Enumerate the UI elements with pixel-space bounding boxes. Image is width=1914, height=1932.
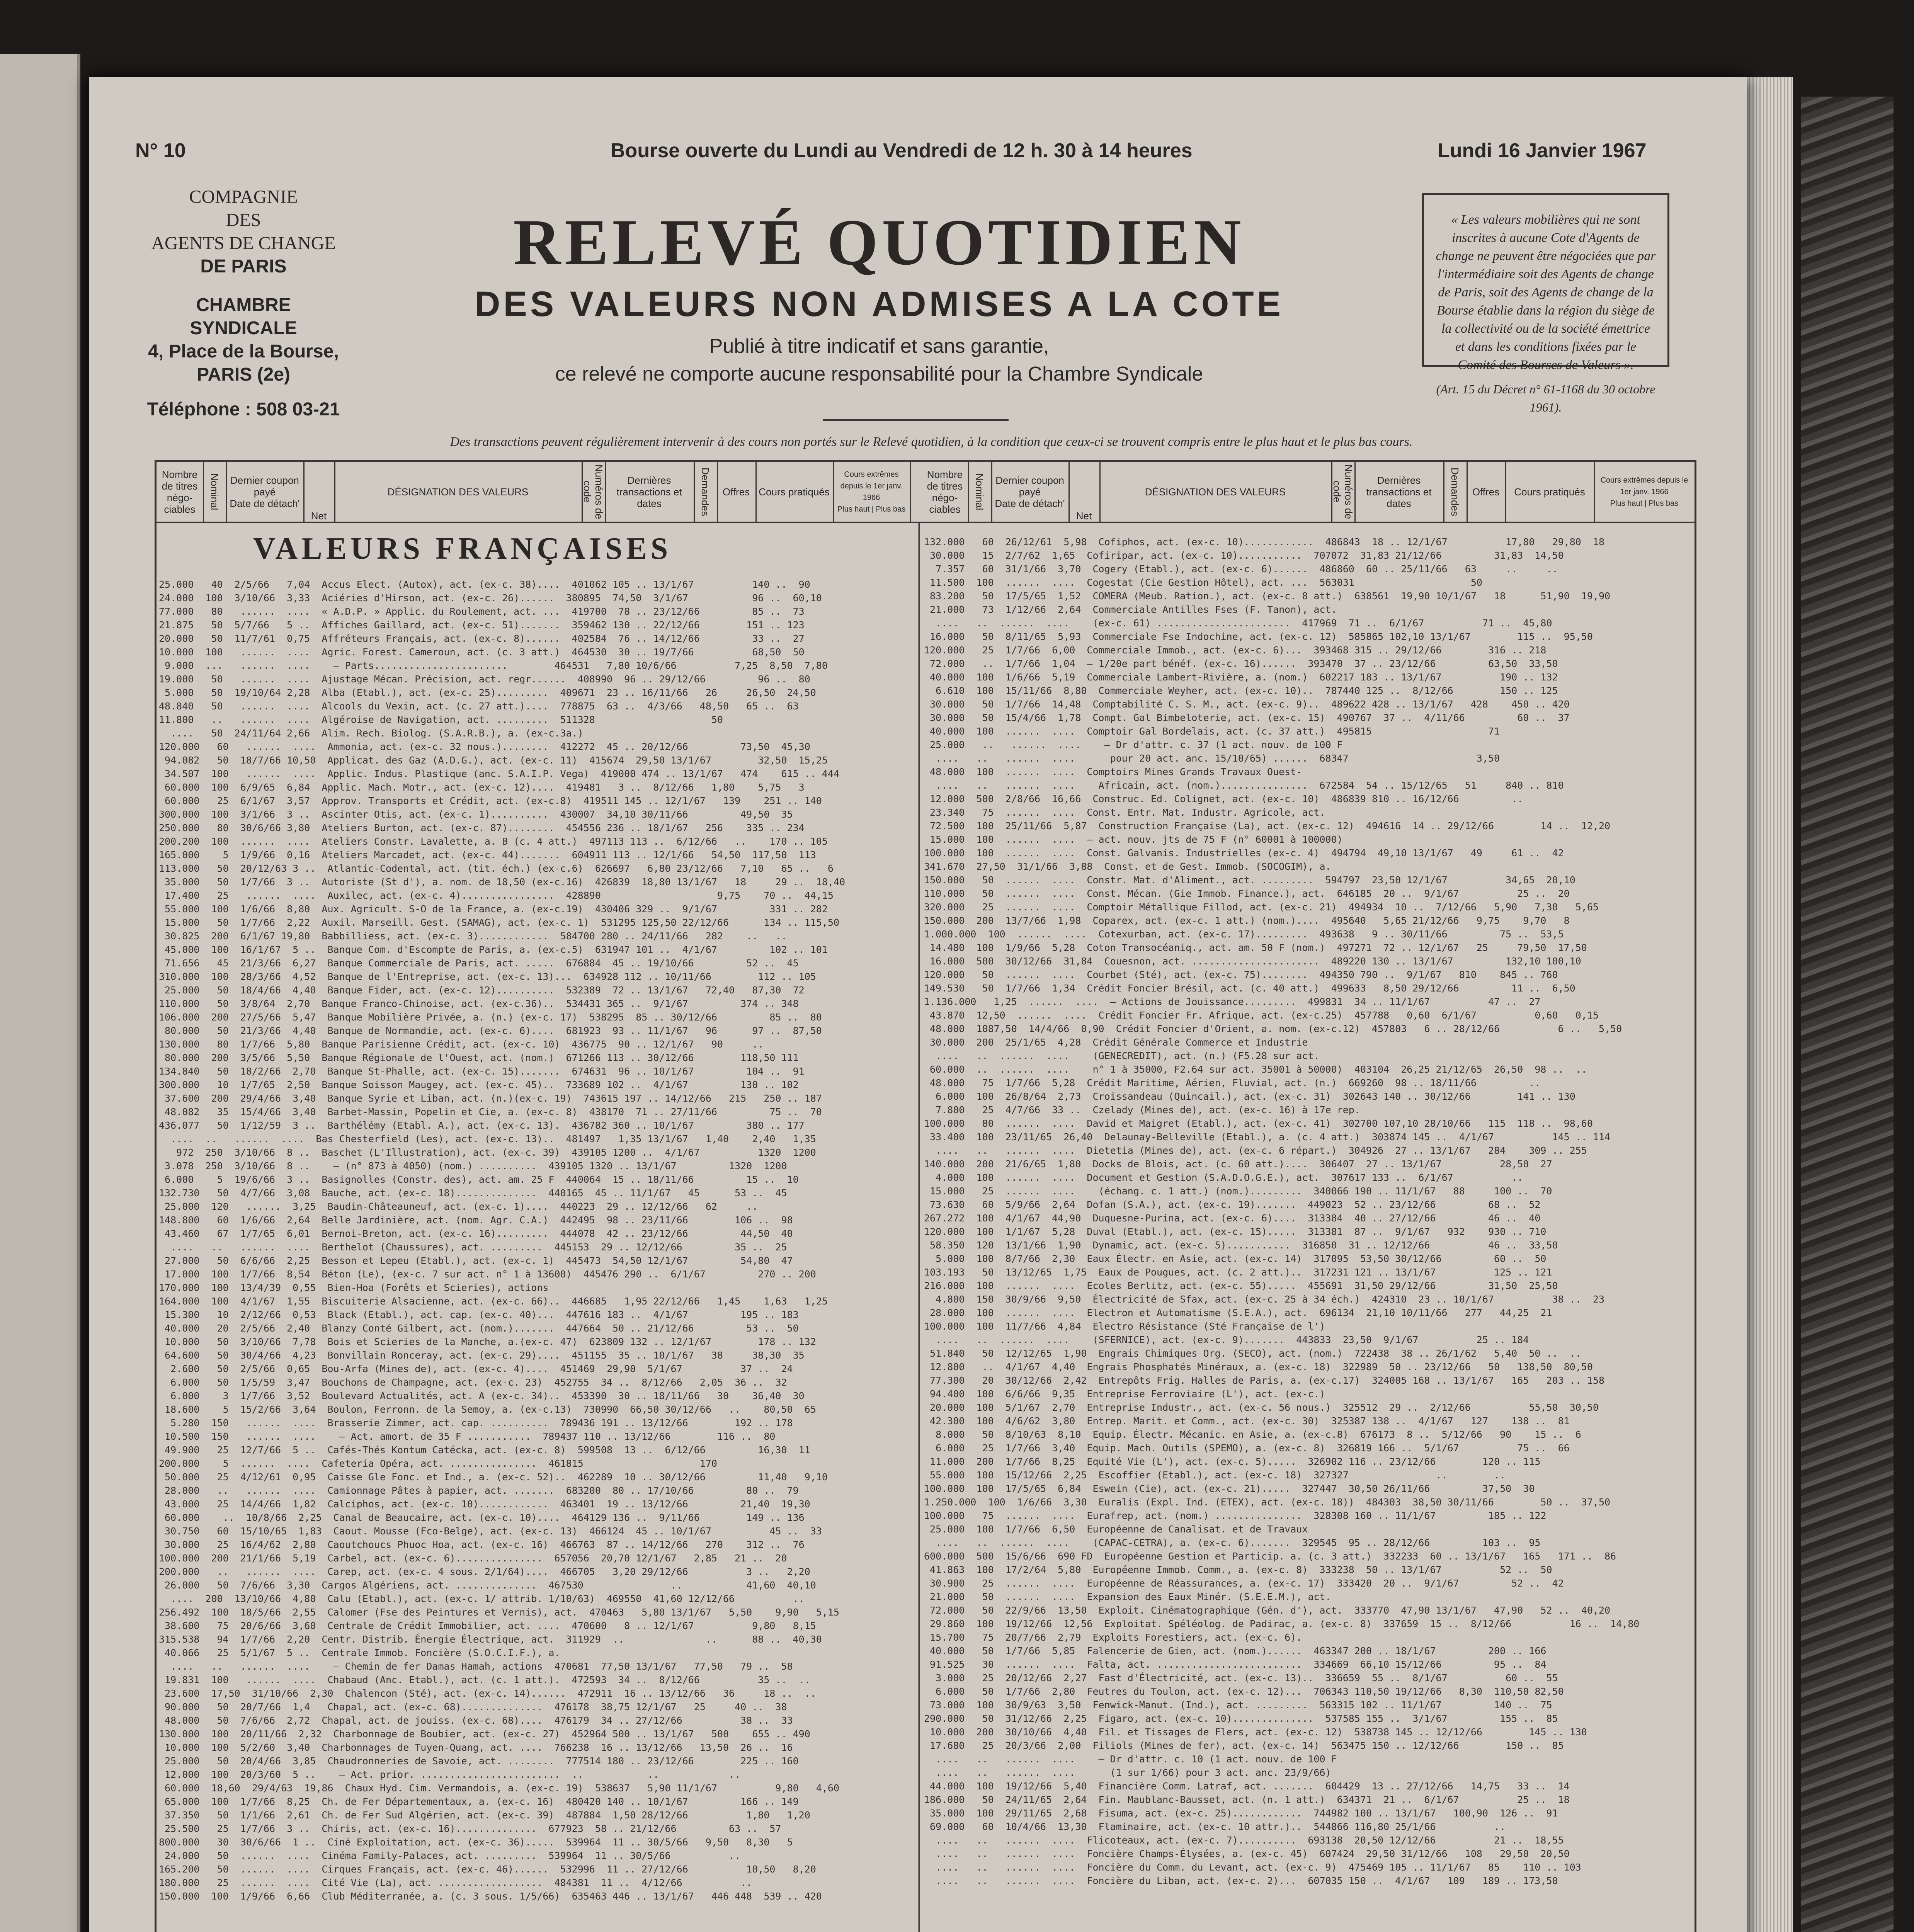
table-row: 120.000 25 1/7/66 6,00 Commerciale Immob., act. (ex-c. 6)... 393468 315 .. 29/12/66 316 .. 218 — [924, 645, 1547, 656]
table-row: 165.000 5 1/9/66 0,16 Ateliers Marcadet, act. (ex-c. 44)....... 604911 113 .. 12/1/66 54,50 117,50 113 — [159, 849, 816, 861]
table-row: 49.900 25 12/7/66 5 .. Cafés-Thés Kontum Catécka, act. (ex-c. 8) 599508 13 .. 6/12/66 16,30 11 — [159, 1444, 810, 1456]
table-row: 60.000 100 6/9/65 6,84 Applic. Mach. Motr., act. (ex-c. 12).... 419481 3 .. 8/12/66 1,80 5,75 3 — [159, 782, 805, 793]
table-row: 40.000 100 ...... .... Comptoir Gal Bordelais, act. (c. 37 att.) 495815 71 — [924, 726, 1500, 737]
table-row: 58.350 120 13/1/66 1,90 Dynamic, act. (ex-c. 5)........... 316850 31 .. 12/12/66 46 .. 33,50 — [924, 1240, 1558, 1251]
table-row: 2.600 50 2/5/66 0,65 Bou-Arfa (Mines de), act. (ex-c. 4).... 451469 29,90 5/1/67 37 .. 24 — [159, 1363, 793, 1374]
table-row: 140.000 200 21/6/65 1,80 Docks de Blois, act. (c. 60 att.).... 306407 27 .. 13/1/67 28,50 27 — [924, 1158, 1552, 1170]
table-row: 6.000 50 1/7/66 2,80 Feutres du Toulon, act. (ex-c. 12)... 706343 110,50 19/12/66 8,30 110,50 82,50 — [924, 1686, 1564, 1697]
table-row: .... .. ...... .... Bas Chesterfield (Les), act. (ex-c. 13).. 481497 1,35 13/1/67 1,40 2,40 1,35 — [159, 1133, 816, 1145]
trading-hours: Bourse ouverte du Lundi au Vendredi de 12 h. 30 à 14 heures — [611, 139, 1193, 162]
table-row: 186.000 50 24/11/65 2,64 Fin. Maublanc-Bausset, act. (n. 1 att.) 634371 21 .. 6/1/67 25 .. 18 — [924, 1794, 1570, 1805]
table-row: 73.630 60 5/9/66 2,64 Dofan (S.A.), act. (ex-c. 19)....... 449023 52 .. 23/12/66 68 .. 52 — [924, 1199, 1541, 1210]
table-row: 170.000 100 13/4/39 0,55 Bien-Hoa (Forêts et Scieries), actions — [159, 1282, 549, 1293]
table-row: 45.000 100 16/1/67 5 .. Banque Com. d'Escompte de Paris, a. (ex-c.5) 631947 101 .. 4/1/67 102 .. 101 — [159, 944, 828, 955]
main-title: RELEVÉ QUOTIDIEN — [513, 206, 1245, 279]
table-row: 132.730 50 4/7/66 3,08 Bauche, act. (ex-c. 18).............. 440165 45 .. 11/1/67 45 53 .. 45 — [159, 1187, 787, 1199]
table-row: .... .. ...... .... (CAPAC-CETRA), a. (ex-c. 6)....... 329545 95 .. 28/12/66 103 .. 95 — [924, 1537, 1541, 1548]
table-row: 3.078 250 3/10/66 8 .. — (n° 873 à 4050) (nom.) .......... 439105 1320 .. 13/1/67 1320 1200 — [159, 1160, 787, 1172]
company-line4: DE PARIS — [200, 256, 287, 277]
table-row: 55.000 100 15/12/66 2,25 Escoffier (Etabl.), act. (ex-c. 18) 327327 .. .. — [924, 1469, 1506, 1481]
table-row: 180.000 25 ...... .... Cité Vie (La), act. .................. 484381 11 .. 4/12/66 .. — [159, 1877, 752, 1888]
page-edges — [1747, 77, 1793, 1932]
table-row: 20.000 100 5/1/67 2,70 Entreprise Industr., act. (ex-c. 56 nous.) 325512 29 .. 2/12/66 55,50 30,50 — [924, 1402, 1599, 1413]
table-row: 216.000 100 ...... .... Ecoles Berlitz, act. (ex-c. 55)..... 455691 31,50 29/12/66 31,50 25,50 — [924, 1280, 1558, 1291]
table-row: 12.000 500 2/8/66 16,66 Construc. Ed. Colignet, act. (ex-c. 10) 486839 810 .. 16/12/66 .. — [924, 793, 1523, 804]
table-row: 110.000 50 ...... .... Const. Mécan. (Gie Immob. Finance.), act. 646185 20 .. 9/1/67 25 .. 20 — [924, 888, 1570, 899]
table-row: 9.000 ... ...... .... — Parts....................... 464531 7,80 10/6/66 7,25 8,50 7,80 — [159, 660, 828, 671]
marbled-cover — [1801, 97, 1894, 1932]
col-extremes-label-right: Cours extrêmes depuis le 1er janv. 1966 — [1600, 476, 1688, 496]
col-coupon — [226, 462, 305, 522]
table-row: 25.000 120 ...... 3,25 Baudin-Châteauneuf, act. (ex-c. 1).... 440223 29 .. 12/12/66 62 .. — [159, 1201, 758, 1212]
col-titres-right: Nombre de titres négo- ciables — [922, 462, 969, 522]
table-row: 600.000 500 15/6/66 690 FD Européenne Gestion et Particip. a. (c. 3 att.) 332233 60 .. 13/1/67 165 171 .. 86 — [924, 1551, 1616, 1562]
table-row: 21.000 73 1/12/66 2,64 Commerciale Antilles Fses (F. Tanon), act. — [924, 604, 1337, 615]
table-row: 100.000 100 11/7/66 4,84 Electro Résistance (Sté Française de l') — [924, 1321, 1325, 1332]
table-row: 90.000 50 20/7/66 1,4 Chapal, act. (ex-c. 68).............. 476178 38,75 12/1/67 25 40 .. 38 — [159, 1701, 787, 1713]
table-row: 40.066 25 5/1/67 5 .. Centrale Immob. Foncière (S.O.C.I.F.), a. — [159, 1647, 560, 1658]
col-cours-right: Cours pratiqués — [1505, 462, 1595, 522]
company-line2: DES — [226, 210, 261, 230]
table-row: 65.000 100 1/7/66 8,25 Ch. de Fer Départementaux, a. (ex-c. 16) 480420 140 .. 10/1/67 166 .. 149 — [159, 1796, 799, 1807]
table-row: 11.500 100 ...... .... Cogestat (Cie Gestion Hôtel), act. ... 563031 50 — [924, 577, 1482, 588]
table-row: 800.000 30 30/6/66 1 .. Ciné Exploitation, act. (ex-c. 36)..... 539964 11 .. 30/5/66 9,50 8,30 5 — [159, 1837, 793, 1848]
table-row: .... .. ...... .... (SFERNICE), act. (ex-c. 9)....... 443833 23,50 9/1/67 25 .. 184 — [924, 1334, 1529, 1345]
table-row: 80.000 200 3/5/66 5,50 Banque Régionale de l'Ouest, act. (nom.) 671266 113 .. 30/12/66 118,50 111 — [159, 1052, 799, 1063]
table-row: 7.800 25 4/7/66 33 .. Czelady (Mines de), act. (ex-c. 16) à 17e rep. — [924, 1104, 1360, 1116]
table-row: 14.480 100 1/9/66 5,28 Coton Transocéaniq., act. am. 50 F (nom.) 497271 72 .. 12/1/67 25 79,50 17,50 — [924, 942, 1587, 953]
col-nominal-right: Nominal — [968, 462, 992, 522]
table-row: 37.600 200 29/4/66 3,40 Banque Syrie et Liban, act. (n.)(ex-c. 19) 743615 197 .. 14/12/66 215 250 .. 187 — [159, 1093, 822, 1104]
table-row: 30.000 200 25/1/65 4,28 Crédit Générale Commerce et Industrie — [924, 1037, 1308, 1048]
table-row: 30.000 25 16/4/62 2,80 Caoutchoucs Phuoc Hoa, act. (ex-c. 16) 466763 87 .. 14/12/66 270 312 .. 76 — [159, 1539, 805, 1550]
company-address: 4, Place de la Bourse, PARIS (2e) — [148, 341, 339, 385]
table-row: .... .. ...... .... Berthelot (Chaussures), act. ......... 445153 29 .. 12/12/66 35 .. 25 — [159, 1242, 787, 1253]
col-dernieres-right: Dernières transactions et dates — [1354, 462, 1444, 522]
company-line1: COMPAGNIE — [189, 187, 298, 207]
col-titres: Nombre de titres négo- ciables — [157, 462, 204, 522]
table-row: .... .. ...... .... — Chemin de fer Damas Hamah, actions 470681 77,50 13/1/67 77,50 79 .. 58 — [159, 1661, 793, 1672]
table-row: 42.300 100 4/6/62 3,80 Entrep. Marit. et Comm., act. (ex-c. 30) 325387 138 .. 4/1/67 127 138 .. 81 — [924, 1415, 1570, 1427]
table-row: 130.000 100 20/11/66 2,32 Charbonnage de Boubier, act. (ex-c. 27) 452964 500 .. 13/1/67 500 655 .. 490 — [159, 1728, 810, 1740]
table-row: 149.530 50 1/7/66 1,34 Crédit Foncier Brésil, act. (c. 40 att.) 499633 8,50 29/12/66 11 .. 6,50 — [924, 983, 1575, 994]
table-row: 6.000 3 1/7/66 3,52 Boulevard Actualités, act. A (ex-c. 34).. 453390 30 .. 18/11/66 30 36,40 30 — [159, 1390, 805, 1401]
table-row: .... .. ...... .... Africain, act. (nom.)............... 672584 54 .. 15/12/65 51 840 .. 810 — [924, 780, 1564, 791]
table-row: 94.082 50 18/7/66 10,50 Applicat. des Gaz (A.D.G.), act. (ex-c. 11) 415674 29,50 13/1/67 32,50 15,25 — [159, 755, 828, 766]
table-row: 33.400 100 23/11/65 26,40 Delaunay-Belleville (Etabl.), a. (c. 4 att.) 303874 145 .. 4/1/67 145 .. 114 — [924, 1131, 1611, 1143]
col-designation-right: DÉSIGNATION DES VALEURS — [1099, 462, 1332, 522]
col-demandes: Demandes — [694, 462, 718, 522]
table-row: 60.000 25 6/1/67 3,57 Approv. Transports et Crédit, act. (ex-c.8) 419511 145 .. 12/1/67 139 251 .. 140 — [159, 795, 822, 806]
table-row: 12.800 .. 4/1/67 4,40 Engrais Phosphatés Minéraux, a. (ex-c. 18) 322989 50 .. 23/12/66 50 138,50 80,50 — [924, 1361, 1593, 1372]
left-listing — [159, 578, 916, 1932]
table-row: 72.500 100 25/11/66 5,87 Construction Française (La), act. (ex-c. 12) 494616 14 .. 29/12/66 14 .. 12,20 — [924, 820, 1611, 832]
table-row: 10.000 100 ...... .... Agric. Forest. Cameroun, act. (c. 3 att.) 464530 30 .. 19/7/66 68,50 50 — [159, 646, 805, 658]
table-row: 41.863 100 17/2/64 5,80 Européenne Immob. Comm., a. (ex-c. 8) 333238 50 .. 13/1/67 52 .. 50 — [924, 1564, 1552, 1575]
table-row: 40.000 100 1/6/66 5,19 Commerciale Lambert-Rivière, a. (nom.) 602217 183 .. 13/1/67 190 .. 132 — [924, 672, 1558, 683]
table-row: 10.000 200 30/10/66 4,40 Fil. et Tissages de Flers, act. (ex-c. 12) 538738 145 .. 12/12/66 145 .. 130 — [924, 1726, 1587, 1738]
table-row: 200.200 100 ...... .... Ateliers Constr. Lavalette, a. B (c. 4 att.) 497113 113 .. 6/12/66 .. 170 .. 105 — [159, 836, 828, 847]
table-row: 4.800 150 30/9/66 9,50 Électricité de Sfax, act. (ex-c. 25 à 34 éch.) 424310 23 .. 10/1/67 38 .. 23 — [924, 1294, 1604, 1305]
table-row: 25.000 40 2/5/66 7,04 Accus Elect. (Autox), act. (ex-c. 38).... 401062 105 .. 13/1/67 140 .. 90 — [159, 579, 810, 590]
table-row: 290.000 50 31/12/66 2,25 Figaro, act. (ex-c. 10).............. 537585 155 .. 3/1/67 155 .. 85 — [924, 1713, 1558, 1724]
legal-notice-box — [1422, 193, 1669, 414]
table-row: 34.507 100 ...... .... Applic. Indus. Plastique (anc. S.A.I.P. Vega) 419000 474 .. 13/1/67 474 615 .. 444 — [159, 768, 839, 779]
disclaimer-line1: Publié à titre indicatif et sans garantie, — [709, 335, 1049, 357]
table-row: 30.000 15 2/7/62 1,65 Cofiripar, act. (ex-c. 10)........... 707072 31,83 21/12/66 31,83 14,50 — [924, 550, 1564, 561]
book-spine — [0, 54, 80, 1932]
table-row: 6.000 5 19/6/66 3 .. Basignolles (Constr. des), act. am. 25 F 440064 15 .. 18/11/66 15 .. 10 — [159, 1174, 799, 1185]
table-row: 72.000 .. 1/7/66 1,04 — 1/20e part bénéf. (ex-c. 16)...... 393470 37 .. 23/12/66 63,50 33,50 — [924, 658, 1558, 669]
table-row: 320.000 25 ...... .... Comptoir Métallique Fillod, act. (ex-c. 21) 494934 10 .. 7/12/66 5,90 7,30 5,65 — [924, 901, 1599, 913]
section-title: VALEURS FRANÇAISES — [253, 532, 672, 566]
col-haut: Plus haut — [837, 505, 870, 514]
col-demandes-right: Demandes — [1443, 462, 1468, 522]
table-row: 48.000 50 7/6/66 2,72 Chapal, act. de jouiss. (ex-c. 68).... 476179 34 .. 27/12/66 38 .. 33 — [159, 1715, 793, 1726]
table-row: 15.700 75 20/7/66 2,79 Exploits Forestiers, act. (ex-c. 6). — [924, 1632, 1302, 1643]
issue-date: Lundi 16 Janvier 1967 — [1438, 139, 1647, 162]
table-row: 15.000 25 ...... .... (échang. c. 1 att.) (nom.)......... 340066 190 .. 11/1/67 88 100 .. 70 — [924, 1185, 1552, 1197]
intro-text: Des transactions peuvent régulièrement intervenir à des cours non portés sur le Relevé quotidien, à la condition que ceux-ci se trouvent compris entre le plus haut et le plus bas cours. — [450, 435, 1413, 449]
table-row: 10.000 50 3/10/66 7,78 Bois et Scieries de la Manche, a.(ex-c. 47) 623809 132 .. 12/1/67 178 .. 132 — [159, 1336, 816, 1347]
table-row: .... 200 13/10/66 4,80 Calu (Etabl.), act. (ex-c. 1/ attrib. 1/10/63) 469550 41,60 12/12/66 .. — [159, 1593, 805, 1604]
table-row: 51.840 50 12/12/65 1,90 Engrais Chimiques Org. (SECO), act. (nom.) 722438 38 .. 26/1/62 5,40 50 .. .. — [924, 1348, 1581, 1359]
table-row: 10.000 100 5/2/60 3,40 Charbonnages de Tuyen-Quang, act. .... 766238 16 .. 13/12/66 13,50 26 .. 16 — [159, 1742, 793, 1753]
table-row: .... .. ...... .... — Dr d'attr. c. 10 (1 act. nouv. de 100 F — [924, 1753, 1337, 1765]
table-row: 37.350 50 1/1/66 2,61 Ch. de Fer Sud Algérien, act. (ex-c. 39) 487884 1,50 28/12/66 1,80 1,20 — [159, 1810, 810, 1821]
separator-rule — [823, 419, 1009, 421]
table-row: 12.000 100 20/3/60 5 .. — Act. prior. ........................ .. .. .. — [159, 1769, 741, 1780]
table-row: 83.200 50 17/5/65 1,52 COMERA (Meub. Ration.), act. (ex-c. 8 att.) 638561 19,90 10/1/67 18 51,90 19,90 — [924, 590, 1611, 602]
table-row: 1.250.000 100 1/6/66 3,30 Euralis (Expl. Ind. (ETEX), act. (ex-c. 18)) 484303 38,50 30/11/66 50 .. 37,50 — [924, 1497, 1611, 1508]
table-row: .... .. ...... .... Foncière Champs-Élysées, a. (ex-c. 45) 607424 29,50 31/12/66 108 29,50 20,50 — [924, 1848, 1570, 1859]
col-net: Net — [303, 462, 335, 522]
table-row: 300.000 100 3/1/66 3 .. Ascinter Otis, act. (ex-c. 1).......... 430007 34,10 30/11/66 49,50 35 — [159, 809, 793, 820]
table-row: 77.300 20 30/12/66 2,42 Entrepôts Frig. Halles de Paris, a. (ex-c.17) 324005 168 .. 13/1/67 165 203 .. 158 — [924, 1375, 1604, 1386]
table-row: 64.600 50 30/4/66 4,23 Bonvillain Ronceray, act. (ex-c. 29).... 451155 35 .. 10/1/67 38 38,30 35 — [159, 1350, 805, 1361]
table-row: 35.000 100 29/11/65 2,68 Fisuma, act. (ex-c. 25)............ 744982 100 .. 13/1/67 100,90 126 .. 91 — [924, 1808, 1558, 1819]
table-row: 30.000 50 1/7/66 14,48 Comptabilité C. S. M., act. (ex-c. 9).. 489622 428 .. 13/1/67 428 450 .. 420 — [924, 699, 1570, 710]
col-detach-label: Date de détach' — [230, 497, 300, 509]
table-row: 310.000 100 28/3/66 4,52 Banque de l'Entreprise, act. (ex-c. 13)... 634928 112 .. 10/11/66 112 .. 105 — [159, 971, 816, 982]
col-offres: Offres — [717, 462, 757, 522]
table-row: 10.500 150 ...... .... — Act. amort. de 35 F ........... 789437 110 .. 13/12/66 116 .. 80 — [159, 1431, 776, 1442]
col-haut-bas-right: Plus haut | Plus bas — [1610, 499, 1679, 508]
col-net-right: Net — [1068, 462, 1101, 522]
table-row: 23.340 75 ...... .... Const. Entr. Mat. Industr. Agricole, act. — [924, 807, 1325, 818]
table-row: 48.000 100 ...... .... Comptoirs Mines Grands Travaux Ouest- — [924, 766, 1302, 777]
right-listing — [924, 535, 1693, 1932]
table-row: 106.000 200 27/5/66 5,47 Banque Mobilière Privée, a. (n.) (ex-c. 17) 538295 85 .. 30/12/66 85 .. 80 — [159, 1012, 822, 1023]
legal-notice-text: « Les valeurs mobilières qui ne sont inscrites à aucune Cote d'Agents de change ne peuvent être négociées que par l'intermédiaire soit des Agents de change de Paris, soit des Agents de change de la Bourse établie dans la région du siège de la collectivité ou de la société émettrice et dans les conditions fixées par le Comité des Bourses de Valeurs ». — [1436, 213, 1656, 372]
table-row: 134.840 50 18/2/66 2,70 Banque St-Phalle, act. (ex-c. 15)....... 674631 96 .. 10/1/67 104 .. 91 — [159, 1066, 805, 1077]
table-row: 300.000 10 1/7/65 2,50 Banque Soisson Maugey, act. (ex-c. 45).. 733689 102 .. 4/1/67 130 .. 102 — [159, 1079, 799, 1090]
col-detach-label-right: Date de détach' — [995, 497, 1065, 509]
table-row: 15.000 100 ...... .... — act. nouv. jts de 75 F (n° 60001 à 100000) — [924, 834, 1343, 845]
company-block — [143, 185, 344, 421]
table-row: 19.831 100 ...... .... Chabaud (Anc. Etabl.), act. (c. 1 att.). 472593 34 .. 8/12/66 35 .. .. — [159, 1674, 810, 1685]
table-row: 50.000 25 4/12/61 0,95 Caisse Gle Fonc. et Ind., a. (ex-c. 52).. 462289 10 .. 30/12/66 11,40 9,10 — [159, 1471, 828, 1483]
table-row: 43.870 12,50 ...... .... Crédit Foncier Fr. Afrique, act. (ex-c.25) 457788 0,60 6/1/67 0,60 0,15 — [924, 1010, 1599, 1021]
quotation-table — [155, 460, 1696, 1932]
table-row: 71.656 45 21/3/66 6,27 Banque Commerciale de Paris, act. ..... 676884 45 .. 19/10/66 52 .. 45 — [159, 957, 799, 969]
table-row: .... .. ...... .... (ex-c. 61) ....................... 417969 71 .. 6/1/67 71 .. 45,80 — [924, 617, 1552, 629]
table-row: .... .. ...... .... Dietetia (Mines de), act. (ex-c. 6 répart.) 304926 27 .. 13/1/67 284 309 .. 255 — [924, 1145, 1587, 1156]
col-nominal: Nominal — [203, 462, 227, 522]
table-row: 38.600 75 20/6/66 3,60 Centrale de Crédit Immobilier, act. .... 470600 8 .. 12/1/67 9,80 8,15 — [159, 1620, 816, 1631]
table-row: .... .. ...... .... Flicoteaux, act. (ex-c. 7).......... 693138 20,50 12/12/66 21 .. 18,55 — [924, 1835, 1564, 1846]
table-row: 25.000 .. ...... .... — Dr d'attr. c. 37 (1 act. nouv. de 100 F — [924, 739, 1343, 750]
table-row: .... .. ...... .... pour 20 act. anc. 15/10/65) ...... 68347 3,50 — [924, 753, 1500, 764]
col-code: Numéros de code — [582, 462, 606, 522]
table-row: .... 50 24/11/64 2,66 Alim. Rech. Biolog. (S.A.R.B.), a. (ex-c.3a.) — [159, 728, 584, 739]
document-page — [89, 77, 1747, 1932]
table-row: 148.800 60 1/6/66 2,64 Belle Jardinière, act. (nom. Agr. C.A.) 442495 98 .. 23/11/66 106 .. 98 — [159, 1214, 793, 1226]
table-row: 267.272 100 4/1/67 44,90 Duquesne-Purina, act. (ex-c. 6).... 313384 40 .. 27/12/66 46 .. 40 — [924, 1213, 1541, 1224]
table-row: 30.825 200 6/1/67 19,80 Babbilliess, act. (ex-c. 3)............ 584700 280 .. 24/11/66 282 .. .. — [159, 930, 787, 942]
title-block — [406, 205, 1353, 388]
table-row: 5.000 100 8/7/66 2,30 Eaux Électr. en Asie, act. (ex-c. 14) 317095 53,50 30/12/66 60 .. 50 — [924, 1253, 1547, 1264]
table-row: 6.000 100 26/8/64 2,73 Croissandeau (Quincail.), act. (ex-c. 31) 302643 140 .. 30/12/66 141 .. 130 — [924, 1091, 1575, 1102]
table-row: 24.000 50 ...... .... Cinéma Family-Palaces, act. ......... 539964 11 .. 30/5/66 .. — [159, 1850, 741, 1861]
col-coupon-label-right: Dernier coupon payé — [995, 474, 1064, 498]
table-row: 20.000 50 11/7/61 0,75 Affréteurs Français, act. (ex-c. 8)...... 402584 76 .. 14/12/66 33 .. 27 — [159, 633, 805, 644]
table-row: 256.492 100 18/5/66 2,55 Calomer (Fse des Peintures et Vernis), act. 470463 5,80 13/1/67 5,50 9,90 5,15 — [159, 1607, 839, 1618]
table-row: 80.000 50 21/3/66 4,40 Banque de Normandie, act. (ex-c. 6).... 681923 93 .. 11/1/67 96 97 .. 87,50 — [159, 1025, 822, 1036]
table-row: 16.000 500 30/12/66 31,84 Couesnon, act. ...................... 489220 130 .. 13/1/67 132,10 100,10 — [924, 956, 1581, 967]
table-row: 103.193 50 13/12/65 1,75 Eaux de Pougues, act. (c. 2 att.).. 317231 121 .. 13/1/67 125 .. 121 — [924, 1267, 1552, 1278]
table-row: 8.000 50 8/10/63 8,10 Equip. Électr. Mécanic. en Asie, a. (ex-c.8) 676173 8 .. 5/12/66 90 15 .. 6 — [924, 1429, 1581, 1440]
col-extremes — [833, 462, 911, 522]
col-extremes-right — [1594, 462, 1695, 522]
table-row: .... .. ...... .... (1 sur 1/66) pour 3 act. anc. 23/9/66) — [924, 1767, 1331, 1778]
table-row: .... .. ...... .... Foncière du Liban, act. (ex-c. 2)... 607035 150 .. 4/1/67 109 189 .. 173,50 — [924, 1875, 1558, 1886]
table-row: 250.000 80 30/6/66 3,80 Ateliers Burton, act. (ex-c. 87)........ 454556 236 .. 18/1/67 256 335 .. 234 — [159, 822, 805, 833]
table-row: 94.400 100 6/6/66 9,35 Entreprise Ferroviaire (L'), act. (ex-c.) — [924, 1388, 1325, 1400]
table-row: 30.750 60 15/10/65 1,83 Caout. Mousse (Fco-Belge), act. (ex-c. 13) 466124 45 .. 10/1/67 45 .. 33 — [159, 1526, 822, 1537]
table-row: 43.000 25 14/4/66 1,82 Calciphos, act. (ex-c. 10)............ 463401 19 .. 13/12/66 21,40 19,30 — [159, 1498, 810, 1510]
subtitle: DES VALEURS NON ADMISES A LA COTE — [475, 284, 1284, 324]
table-row: 91.525 30 ...... .... Falta, act. ......................... 334669 66,10 15/12/66 95 .. 84 — [924, 1659, 1547, 1670]
table-row: 1.000.000 100 ...... .... Cotexurban, act. (ex-c. 17)......... 493638 9 .. 30/11/66 75 .. 53,5 — [924, 929, 1564, 940]
table-row: 120.000 50 ...... .... Courbet (Sté), act. (ex-c. 75)........ 494350 790 .. 9/1/67 810 845 .. 760 — [924, 969, 1558, 980]
table-row: 30.900 25 ...... .... Européenne de Réassurances, a. (ex-c. 17) 333420 20 .. 9/1/67 52 .. 42 — [924, 1578, 1564, 1589]
center-divider — [918, 522, 920, 1932]
col-coupon-label: Dernier coupon payé — [230, 474, 299, 498]
table-row: 27.000 50 6/6/66 2,25 Besson et Lepeu (Etabl.), act. (ex-c. 1) 445473 54,50 12/1/67 54,80 47 — [159, 1255, 793, 1266]
table-row: 100.000 100 17/5/65 6,84 Eswein (Cie), act. (ex-c. 21)..... 327447 30,50 26/11/66 37,50 30 — [924, 1483, 1535, 1494]
table-row: 72.000 50 22/9/66 13,50 Exploit. Cinématographique (Gén. d'), act. 333770 47,90 13/1/67 47,90 52 .. 40,20 — [924, 1605, 1611, 1616]
table-row: 44.000 100 19/12/66 5,40 Financière Comm. Latraf, act. ....... 604429 13 .. 27/12/66 14,75 33 .. 14 — [924, 1781, 1570, 1792]
table-row: 150.000 50 ...... .... Constr. Mat. d'Aliment., act. ......... 594797 23,50 12/1/67 34,65 20,10 — [924, 874, 1575, 886]
table-row: 77.000 80 ...... .... « A.D.P. » Applic. du Roulement, act. ... 419700 78 .. 23/12/66 85 .. 73 — [159, 606, 805, 617]
table-row: 5.000 50 19/10/64 2,28 Alba (Etabl.), act. (ex-c. 25)......... 409671 23 .. 16/11/66 26 26,50 24,50 — [159, 687, 816, 698]
table-row: 165.200 50 ...... .... Cirques Français, act. (ex-c. 46)...... 532996 11 .. 27/12/66 10,50 8,20 — [159, 1864, 816, 1875]
table-row: 132.000 60 26/12/61 5,98 Cofiphos, act. (ex-c. 10)............ 486843 18 .. 12/1/67 17,80 29,80 18 — [924, 536, 1604, 548]
table-row: .... .. ...... .... (GENECREDIT), act. (n.) (F5.28 sur act. — [924, 1050, 1320, 1061]
table-row: 17.400 25 ...... .... Auxilec, act. (ex-c. 4)................ 428890 9,75 70 .. 44,15 — [159, 890, 834, 901]
table-row: 28.000 .. ...... .... Camionnage Pâtes à papier, act. ....... 683200 80 .. 17/10/66 80 .. 79 — [159, 1485, 799, 1496]
col-cours: Cours pratiqués — [755, 462, 834, 522]
table-row: .... .. ...... .... Foncière du Comm. du Levant, act. (ex-c. 9) 475469 105 .. 11/1/67 85 110 .. 103 — [924, 1862, 1581, 1873]
table-row: 18.600 5 15/2/66 3,64 Boulon, Ferronn. de la Semoy, a. (ex-c.13) 730990 66,50 30/12/66 .. 80,50 65 — [159, 1404, 816, 1415]
table-row: 110.000 50 3/8/64 2,70 Banque Franco-Chinoise, act. (ex-c.36).. 534431 365 .. 9/1/67 374 .. 348 — [159, 998, 799, 1009]
table-row: 6.000 25 1/7/66 3,40 Equip. Mach. Outils (SPEMO), a. (ex-c. 8) 326819 166 .. 5/1/67 75 .. 66 — [924, 1442, 1570, 1454]
table-row: 11.000 200 1/7/66 8,25 Equité Vie (L'), act. (ex-c. 5)..... 326902 116 .. 23/12/66 120 .. 115 — [924, 1456, 1541, 1467]
table-row: 29.860 100 19/12/66 12,56 Exploitat. Spéléolog. de Padirac, a. (ex-c. 8) 337659 15 .. 8/12/66 16 .. 14,80 — [924, 1618, 1640, 1629]
table-row: 48.000 75 1/7/66 5,28 Crédit Maritime, Aérien, Fluvial, act. (n.) 669260 98 .. 18/11/66 .. — [924, 1077, 1541, 1088]
col-bas-right: Plus bas — [1649, 499, 1679, 508]
table-row: 69.000 60 10/4/66 13,30 Flaminaire, act. (ex-c. 10 attr.).. 544866 116,80 25/1/66 .. — [924, 1821, 1506, 1832]
table-row: 200.000 5 ...... .... Cafeteria Opéra, act. ............... 461815 170 — [159, 1458, 717, 1469]
table-row: 60.000 .. 10/8/66 2,25 Canal de Beaucaire, act. (ex-c. 10).... 464129 136 .. 9/11/66 149 .. 136 — [159, 1512, 805, 1523]
table-row: 436.077 50 1/12/59 3 .. Barthélémy (Etabl. A.), act. (ex-c. 13). 436782 360 .. 10/1/67 380 .. 177 — [159, 1120, 805, 1131]
table-row: 200.000 .. ...... .... Carep, act. (ex-c. 4 sous. 2/1/64).... 466705 3,20 29/12/66 3 .. 2,20 — [159, 1566, 810, 1577]
legal-notice-reference: (Art. 15 du Décret n° 61-1168 du 30 octobre 1961). — [1436, 382, 1655, 414]
company-line3: AGENTS DE CHANGE — [151, 233, 336, 253]
col-haut-right: Plus haut — [1610, 499, 1643, 508]
table-row: 341.670 27,50 31/1/66 3,88 Const. et de Gest. Immob. (SOCOGIM), a. — [924, 861, 1331, 872]
table-row: 60.000 .. ...... .... n° 1 à 35000, F2.64 sur act. 35001 à 50000) 403104 26,25 21/12/65 26,50 98 .. .. — [924, 1064, 1587, 1075]
table-row: 24.000 100 3/10/66 3,33 Aciéries d'Hirson, act. (ex-c. 26)...... 380895 74,50 3/1/67 96 .. 60,10 — [159, 592, 822, 604]
issue-number: N° 10 — [135, 139, 186, 162]
table-row: 48.082 35 15/4/66 3,40 Barbet-Massin, Popelin et Cie, a. (ex-c. 8) 438170 71 .. 27/11/66 75 .. 70 — [159, 1106, 822, 1117]
table-row: 73.000 100 30/9/63 3,50 Fenwick-Manut. (Ind.), act. ......... 563315 102 .. 11/1/67 140 .. 75 — [924, 1699, 1552, 1711]
table-row: 48.840 50 ...... .... Alcools du Vexin, act. (c. 27 att.).... 778875 63 .. 4/3/66 48,50 65 .. 63 — [159, 701, 799, 712]
table-row: 26.000 50 7/6/66 3,30 Cargos Algériens, act. .............. 467530 .. 41,60 40,10 — [159, 1580, 816, 1591]
table-row: 6.000 50 1/5/59 3,47 Bouchons de Champagne, act. (ex-c. 23) 452755 34 .. 8/12/66 2,05 36 .. 32 — [159, 1377, 787, 1388]
table-row: 5.280 150 ...... .... Brasserie Zimmer, act. cap. .......... 789436 191 .. 13/12/66 192 .. 178 — [159, 1417, 793, 1429]
table-row: 7.357 60 31/1/66 3,70 Cogery (Etabl.), act. (ex-c. 6)...... 486860 60 .. 25/11/66 63 .. .. — [924, 563, 1558, 575]
col-dernieres: Dernières transactions et dates — [605, 462, 695, 522]
table-row: 28.000 100 ...... .... Electron et Automatisme (S.E.A.), act. 696134 21,10 10/11/66 277 44,25 21 — [924, 1307, 1552, 1318]
table-row: 17.680 25 20/3/66 2,00 Filiols (Mines de fer), act. (ex-c. 14) 563475 150 .. 12/12/66 150 .. 85 — [924, 1740, 1564, 1751]
table-row: 21.875 50 5/7/66 5 .. Affiches Gaillard, act. (ex-c. 51)....... 359462 130 .. 22/12/66 151 .. 123 — [159, 619, 805, 631]
table-row: 100.000 200 21/1/66 5,19 Carbel, act. (ex-c. 6)............... 657056 20,70 12/1/67 2,85 21 .. 20 — [159, 1553, 787, 1564]
table-row: 11.800 .. ...... .... Algéroise de Navigation, act. ......... 511328 50 — [159, 714, 723, 725]
header-rule — [157, 522, 1695, 523]
table-row: 120.000 60 ...... .... Ammonia, act. (ex-c. 32 nous.)........ 412272 45 .. 20/12/66 73,50 45,30 — [159, 741, 810, 752]
table-row: 130.000 80 1/7/66 5,80 Banque Parisienne Crédit, act. (ex-c. 10) 436775 90 .. 12/1/67 90 .. — [159, 1039, 764, 1050]
table-row: 25.000 100 1/7/66 6,50 Européenne de Canalisat. et de Travaux — [924, 1524, 1308, 1535]
disclaimer-line2: ce relevé ne comporte aucune responsabilité pour la Chambre Syndicale — [555, 363, 1203, 385]
table-row: 40.000 20 2/5/66 2,40 Blanzy Conté Gilbert, act. (nom.)....... 447664 50 .. 21/12/66 53 .. 50 — [159, 1323, 799, 1334]
col-haut-bas: Plus haut | Plus bas — [837, 505, 906, 514]
company-line5: CHAMBRE SYNDICALE — [190, 295, 297, 338]
col-bas: Plus bas — [876, 505, 906, 514]
table-row: 30.000 50 15/4/66 1,78 Compt. Gal Bimbeloterie, act. (ex-c. 15) 490767 37 .. 4/11/66 60 .. 37 — [924, 712, 1570, 723]
table-row: 55.000 100 1/6/66 8,80 Aux. Agricult. S-O de la France, a. (ex-c.19) 430406 329 .. 9/1/67 331 .. 282 — [159, 903, 828, 915]
table-row: 120.000 100 1/1/67 5,28 Duval (Etabl.), act. (ex-c. 15)..... 313381 87 .. 9/1/67 932 930 .. 710 — [924, 1226, 1547, 1237]
table-row: 35.000 50 1/7/66 3 .. Autoriste (St d'), a. nom. de 18,50 (ex-c.16) 426839 18,80 13/1/67 18 29 .. 18,40 — [159, 876, 846, 888]
table-row: 15.300 10 2/12/66 0,53 Black (Etabl.), act. cap. (ex-c. 40)... 447616 183 .. 4/1/67 195 .. 183 — [159, 1309, 799, 1320]
col-code-right: Numéros de code — [1331, 462, 1356, 522]
table-row: 100.000 100 ...... .... Const. Galvanis. Industrielles (ex-c. 4) 494794 49,10 13/1/67 49 61 .. 42 — [924, 847, 1564, 859]
table-row: 4.000 100 ...... .... Document et Gestion (S.A.D.O.G.E.), act. 307617 133 .. 6/1/67 .. — [924, 1172, 1523, 1183]
table-row: 19.000 50 ...... .... Ajustage Mécan. Précision, act. regr...... 408990 96 .. 29/12/66 96 .. 80 — [159, 673, 810, 685]
table-row: 25.500 25 1/7/66 3 .. Chiris, act. (ex-c. 16).............. 677923 58 .. 21/12/66 63 .. 57 — [159, 1823, 781, 1834]
table-row: 150.000 200 13/7/66 1,98 Coparex, act. (ex-c. 1 att.) (nom.).... 495640 5,65 21/12/66 9,75 9,70 8 — [924, 915, 1570, 926]
table-row: 100.000 80 ...... .... David et Maigret (Etabl.), act. (ex-c. 41) 302700 107,10 28/10/66 115 118 .. 98,60 — [924, 1118, 1593, 1129]
table-row: 1.136.000 1,25 ...... .... — Actions de Jouissance......... 499831 34 .. 11/1/67 47 .. 27 — [924, 996, 1541, 1007]
table-row: 150.000 100 1/9/66 6,66 Club Méditerranée, a. (c. 3 sous. 1/5/66) 635463 446 .. 13/1/67 446 448 539 .. 420 — [159, 1891, 822, 1902]
table-row: 40.000 50 1/7/66 5,85 Falencerie de Gien, act. (nom.)...... 463347 200 .. 18/1/67 200 .. 166 — [924, 1645, 1547, 1656]
table-row: 25.000 50 20/4/66 3,85 Chaudronneries de Savoie, act. ........ 777514 180 .. 23/12/66 225 .. 160 — [159, 1755, 799, 1767]
table-row: 972 250 3/10/66 8 .. Baschet (L'Illustration), act. (ex-c. 39) 439105 1200 .. 4/1/67 1320 1200 — [159, 1147, 816, 1158]
table-row: 48.000 1087,50 14/4/66 0,90 Crédit Foncier d'Orient, a. nom. (ex-c.12) 457803 6 .. 28/12/66 6 .. 5,50 — [924, 1023, 1622, 1034]
col-offres-right: Offres — [1467, 462, 1506, 522]
table-row: 15.000 50 1/7/66 2,22 Auxil. Marseill. Gest. (SAMAG), act. (ex-c. 1) 531295 125,50 22/12/66 134 .. 115,50 — [159, 917, 839, 928]
table-row: 23.600 17,50 31/10/66 2,30 Chalencon (Sté), act. (ex-c. 14)...... 472911 16 .. 13/12/66 36 18 .. .. — [159, 1688, 816, 1699]
table-row: 315.538 94 1/7/66 2,20 Centr. Distrib. Énergie Électrique, act. 311929 .. .. 88 .. 40,30 — [159, 1634, 822, 1645]
table-row: 113.000 50 20/12/63 3 .. Atlantic-Codental, act. (tit. éch.) (ex-c.6) 626697 6,80 23/12/66 7,10 65 .. 6 — [159, 863, 834, 874]
table-row: 100.000 75 ...... .... Eurafrep, act. (nom.) ............... 328308 160 .. 11/1/67 185 .. 122 — [924, 1510, 1547, 1521]
table-row: 60.000 18,60 29/4/63 19,86 Chaux Hyd. Cim. Vermandois, a. (ex-c. 19) 538637 5,90 11/1/67 9,80 4,60 — [159, 1782, 839, 1794]
table-row: 164.000 100 4/1/67 1,55 Biscuiterie Alsacienne, act. (ex-c. 66).. 446685 1,95 22/12/66 1,45 1,63 1,25 — [159, 1296, 828, 1307]
table-row: 21.000 50 ...... .... Expansion des Eaux Minér. (S.E.E.M.), act. — [924, 1591, 1331, 1602]
col-designation: DÉSIGNATION DES VALEURS — [334, 462, 583, 522]
table-row: 16.000 50 8/11/65 5,93 Commerciale Fse Indochine, act. (ex-c. 12) 585865 102,10 13/1/67 115 .. 95,50 — [924, 631, 1593, 642]
table-row: 25.000 50 18/4/66 4,40 Banque Fider, act. (ex-c. 12).......... 532389 72 .. 13/1/67 72,40 87,30 72 — [159, 985, 805, 996]
table-row: 6.610 100 15/11/66 8,80 Commerciale Weyher, act. (ex-c. 10).. 787440 125 .. 8/12/66 150 .. 125 — [924, 685, 1558, 696]
col-coupon-right — [991, 462, 1070, 522]
table-row: 43.460 67 1/7/65 6,01 Bernoi-Breton, act. (ex-c. 16)......... 444078 42 .. 23/12/66 44,50 40 — [159, 1228, 793, 1239]
table-row: 17.000 100 1/7/66 8,54 Béton (Le), (ex-c. 7 sur act. n° 1 à 13600) 445476 290 .. 6/1/67 270 .. 200 — [159, 1269, 816, 1280]
table-row: 3.000 25 20/12/66 2,27 Fast d'Électricité, act. (ex-c. 13).. 336659 55 .. 8/1/67 60 .. 55 — [924, 1672, 1558, 1684]
col-extremes-label: Cours extrêmes depuis le 1er janv. 1966 — [840, 470, 903, 502]
company-phone: Téléphone : 508 03-21 — [147, 399, 340, 420]
